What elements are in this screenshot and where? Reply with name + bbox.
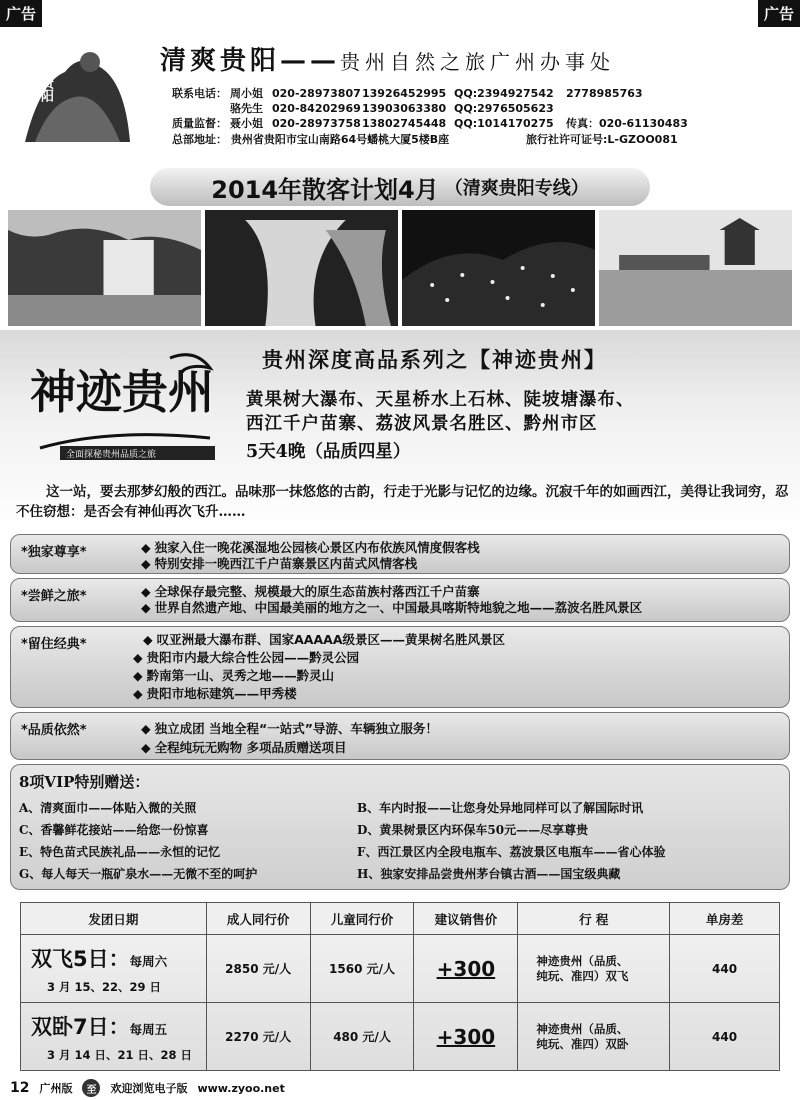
route-name: 双飞5日： [31,946,130,971]
contact-extra: 2778985763 [566,87,643,100]
col-suggested-price: 建议销售价 [414,903,518,935]
plan-banner [150,168,650,206]
route-name: 双卧7日： [31,1014,130,1039]
feature-item: ◆ 全程纯玩无购物 多项品质赠送项目 [141,738,438,757]
shenji-guizhou-logo [20,338,220,468]
feature-label: *品质依然* [21,723,87,738]
feature-item: ◆ 世界自然遗产地、中国最美丽的地方之一、中国最具喀斯特地貌之地——荔波名胜风景区 [141,600,642,616]
contact-qq: QQ:2394927542 [454,87,554,100]
feature-exclusive [10,534,790,574]
feature-quality [10,712,790,760]
contact-phone: 020-84202969 [272,102,361,116]
spots-line: 黄果树大瀑布、天星桥水上石林、陡坡塘瀑布、 [246,390,635,410]
contact-row [172,101,688,116]
suggested-price-value: +300 [436,956,496,981]
feature-fresh [10,578,790,622]
feature-item: ◆ 独家入住一晚花溪湿地公园核心景区内布依族风情度假客栈 [141,540,480,556]
suggested-price-value: +300 [436,1024,496,1049]
route-frequency: 每周五 [129,1021,168,1037]
vip-item: F、西江景区内全段电瓶车、荔波景区电瓶车——省心体验 [357,845,666,859]
price-table-wrap [20,902,780,1070]
contact-row [172,116,688,131]
cascade-photo [205,210,398,326]
vip-item: H、独家安排品尝贵州茅台镇古酒——国宝级典藏 [357,867,621,881]
vip-item: E、特色苗式民族礼品——永恒的记忆 [19,845,221,859]
col-child-price: 儿童同行价 [310,903,414,935]
itinerary-line: 纯玩、准四）双卧 [536,1036,629,1051]
night-village-photo [402,210,595,326]
table-row [21,1003,780,1071]
feature-label: *尝鲜之旅* [21,589,87,604]
agency-title-main: 清爽贵阳—— [160,46,341,76]
contact-label: 质量监督： [172,117,227,131]
itinerary-line: 神迹贵州（品质、 [536,953,629,968]
col-departure: 发团日期 [21,903,207,935]
itinerary-line: 神迹贵州（品质、 [536,1021,629,1036]
feature-items [141,719,438,757]
price-table [20,902,780,1071]
agency-subtitle: 贵州自然之旅广州办事处 [340,50,616,74]
contact-name: 聂小姐 [230,117,263,131]
contact-block [172,86,688,147]
plan-title: 2014年散客计划4月 [211,175,439,204]
suggested-price [414,1003,518,1071]
feature-items [141,584,642,616]
feature-item: ◆ 叹亚洲最大瀑布群、国家AAAAA级景区——黄果树名胜风景区 [143,631,505,649]
contact-row [172,86,688,101]
intro-paragraph: 这一站，要去那梦幻般的西江。品味那一抹悠悠的古韵，行走于光影与记忆的边缘。沉寂千年的如画西江，美得让我词穷，忍不住窃想：是否会有神仙再次飞升…… [16,484,789,520]
duration-days: 5天4晚 [246,442,306,462]
agency-header [0,28,800,158]
ad-label-right: 广告 [758,0,800,27]
vip-list [19,799,789,882]
col-single-supplement: 单房差 [670,903,780,935]
route-dates: 3 月 14 日、21 日、28 日 [47,1047,193,1062]
feature-items [141,540,480,572]
child-price: 1560 元/人 [310,935,414,1003]
suggested-price [414,935,518,1003]
contact-fax: 传真：020-61130483 [566,117,688,131]
feature-item: ◆ 贵阳市地标建筑——甲秀楼 [133,685,505,703]
col-adult-price: 成人同行价 [206,903,310,935]
feature-items [143,631,505,703]
adult-price: 2850 元/人 [206,935,310,1003]
contact-name: 骆先生 [230,102,263,116]
feature-label: *留住经典* [21,637,87,652]
table-header-row [21,903,780,935]
hero-logo-tagline: 全面探秘贵州品质之旅 [66,450,157,460]
contact-phone: 020-28973807 [272,87,361,100]
feature-item: ◆ 黔南第一山、灵秀之地——黔灵山 [133,667,505,685]
route-dates: 3 月 15、22、29 日 [47,979,162,994]
footer-text: 欢迎浏览电子版 [110,1082,188,1095]
logo-caption: 清爽贵阳 [38,50,53,102]
single-supplement: 440 [670,935,780,1003]
vip-title: 8项VIP特别赠送： [19,773,150,791]
adult-price: 2270 元/人 [206,1003,310,1071]
contact-label: 联系电话： [172,87,227,100]
table-row [21,935,780,1003]
address-row [172,132,688,147]
publication-badge-icon: 至 [82,1079,100,1097]
feature-item: ◆ 全球保存最完整、规模最大的原生态苗族村落西江千户苗寨 [141,584,642,600]
product-hero [0,330,800,530]
ad-label-left: 广告 [0,0,42,27]
spots-line: 西江千户苗寨、荔波风景名胜区、黔州市区 [246,414,598,434]
agency-title [160,40,615,77]
page-footer [0,1076,800,1100]
itinerary-line: 纯玩、准四）双飞 [536,968,629,983]
feature-item: ◆ 贵阳市内最大综合性公园——黔灵公园 [133,649,505,667]
col-itinerary: 行 程 [518,903,670,935]
plan-subtitle: （清爽贵阳专线） [444,178,589,199]
vip-gifts [10,764,790,890]
waterfall-photo [8,210,201,326]
hero-logo-title: 神迹贵州 [30,365,214,419]
vip-item: D、黄果树景区内环保车50元——尽享尊贵 [357,823,589,837]
pavilion-photo [599,210,792,326]
address: 总部地址： 贵州省贵阳市宝山南路64号蟠桃大厦5楼B座 [172,132,450,146]
feature-item: ◆ 特别安排一晚西江千户苗寨景区内苗式风情客栈 [141,556,480,572]
contact-phone: 020-28973758 [272,117,361,131]
contact-mobile: 13802745448 [362,117,447,131]
vip-item: G、每人每天一瓶矿泉水——无微不至的呵护 [19,867,258,881]
footer-url[interactable]: www.zyoo.net [197,1081,285,1095]
feature-item: ◆ 独立成团 当地全程“一站式”导游、车辆独立服务！ [141,719,438,738]
single-supplement: 440 [670,1003,780,1071]
contact-mobile: 13903063380 [362,102,447,116]
edition-label: 广州版 [39,1082,73,1095]
child-price: 480 元/人 [310,1003,414,1071]
contact-name: 周小姐 [230,87,263,100]
duration [246,438,410,463]
itinerary [518,1003,670,1071]
departure-cell [21,935,207,1003]
contact-qq: QQ:1014170275 [454,117,554,131]
quality-rating: （品质四星） [305,442,411,462]
license-number: 旅行社许可证号:L-GZOO081 [526,132,678,146]
vip-item: C、香馨鲜花接站——给您一份惊喜 [19,823,209,837]
vip-item: B、车内时报——让您身处异地同样可以了解国际时讯 [357,801,644,815]
page-number: 12 [10,1080,30,1096]
contact-qq: QQ:2976505623 [454,102,554,116]
itinerary [518,935,670,1003]
feature-label: *独家尊享* [21,545,87,560]
departure-cell [21,1003,207,1071]
series-title: 贵州深度高品系列之【神迹贵州】 [262,347,607,372]
vip-item: A、清爽面巾——体贴入微的关照 [19,801,197,815]
feature-classic [10,626,790,708]
spots-list [246,388,635,436]
photo-strip [8,210,792,326]
route-frequency: 每周六 [129,953,168,969]
contact-mobile: 13926452995 [362,87,447,100]
